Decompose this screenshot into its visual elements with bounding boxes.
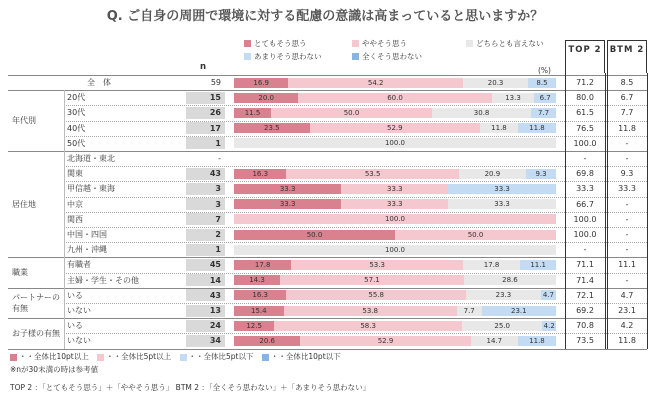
- legend-label-3: どちらとも言えない: [476, 39, 544, 48]
- legend-swatch-4: [244, 53, 251, 60]
- stacked-bar: [234, 321, 556, 331]
- legend-item-3: [466, 38, 544, 49]
- row-divider: [64, 242, 647, 243]
- bar-segment: 7.7: [457, 306, 482, 316]
- bar-segment: 20.3: [463, 78, 528, 88]
- stacked-bar: [234, 336, 556, 346]
- n-value: 13: [186, 305, 225, 317]
- btm2-value: -: [625, 245, 629, 255]
- n-value: 1: [186, 137, 225, 149]
- bar-segment: 13.3: [492, 93, 535, 103]
- top2-value: -: [583, 245, 587, 255]
- btm2-value: 4.2: [620, 321, 634, 331]
- top2-value: 69.2: [576, 306, 594, 316]
- bar-segment: 23.3: [466, 290, 541, 300]
- bar-segment: 33.3: [448, 199, 555, 209]
- legend-item-2: [352, 38, 407, 49]
- footnote-legend: [10, 351, 341, 362]
- bar-segment: 53.5: [286, 169, 458, 179]
- btm2-value: 11.8: [618, 336, 636, 346]
- row-label: 中京: [67, 199, 83, 209]
- top2-value: 69.8: [576, 169, 594, 179]
- n-value: 26: [186, 107, 225, 119]
- row-label: いない: [67, 336, 91, 346]
- row-label: 関東: [67, 169, 83, 179]
- legend-label-5: 全くそう思わない: [362, 52, 422, 61]
- top2-value: -: [583, 154, 587, 164]
- bar-segment: 50.0: [271, 108, 432, 118]
- stacked-bar: [234, 78, 556, 88]
- table-bottom-border: [8, 349, 647, 350]
- bar-segment: 17.8: [234, 260, 291, 270]
- top2-value: 33.3: [576, 184, 594, 194]
- stacked-bar: [234, 275, 556, 285]
- group-label: 年代別: [12, 116, 36, 126]
- bar-segment: 33.3: [341, 184, 448, 194]
- bar-segment: 33.3: [234, 184, 341, 194]
- stacked-bar: [234, 214, 556, 224]
- bar-segment: 33.3: [341, 199, 448, 209]
- top2-value: 80.0: [576, 93, 594, 103]
- row-label: 50代: [67, 138, 86, 148]
- footnote-marker-3: [180, 354, 187, 361]
- legend-swatch-1: [244, 40, 251, 47]
- top2-value: 61.5: [576, 108, 594, 118]
- bar-segment: 11.8: [518, 123, 556, 133]
- top2-value: 71.4: [576, 275, 594, 285]
- stacked-bar: [234, 184, 556, 194]
- stacked-bar: [234, 169, 556, 179]
- bar-segment: 11.8: [480, 123, 518, 133]
- btm2-value: 7.7: [620, 108, 634, 118]
- stacked-bar: [234, 290, 556, 300]
- btm2-value: -: [625, 138, 629, 148]
- stacked-bar: [234, 123, 556, 133]
- row-divider: [64, 212, 647, 213]
- group-label: 全 体: [87, 78, 111, 88]
- legend-label-1: とてもそう思う: [254, 39, 307, 48]
- n-value: 43: [186, 168, 225, 180]
- row-label: 関西: [67, 214, 83, 224]
- bar-segment: 28.6: [464, 275, 556, 285]
- bar-segment: 50.0: [395, 230, 556, 240]
- row-label: 主婦・学生・その他: [67, 275, 139, 285]
- bar-segment: 58.3: [274, 321, 462, 331]
- legend-label-2: ややそう思う: [362, 39, 407, 48]
- top2-value: 71.1: [576, 260, 594, 270]
- btm2-value: 9.3: [620, 169, 634, 179]
- row-label: 40代: [67, 123, 86, 133]
- footnote-marker-4: [262, 354, 269, 361]
- btm2-value: 11.8: [618, 123, 636, 133]
- n-value: 3: [186, 198, 225, 210]
- row-label: 九州・沖縄: [67, 245, 107, 255]
- bar-segment: 6.7: [534, 93, 556, 103]
- bar-segment: 4.7: [542, 291, 555, 300]
- top2-value: 66.7: [576, 199, 594, 209]
- legend-item-5: [352, 51, 422, 62]
- group-label: 居住地: [12, 199, 36, 209]
- bar-segment: 11.5: [234, 108, 271, 118]
- btm2-value: -: [625, 199, 629, 209]
- bar-segment: 52.9: [300, 336, 470, 346]
- bar-segment: 15.4: [234, 306, 284, 316]
- legend-item-4: [244, 51, 322, 62]
- row-label: 有職者: [67, 260, 91, 270]
- n-value: 15: [186, 92, 225, 104]
- top2-value: 73.5: [576, 336, 594, 346]
- row-divider: [64, 197, 647, 198]
- n-value: 14: [186, 274, 225, 286]
- footnote-note: ※nが30未満の時は参考値: [10, 365, 99, 374]
- bar-segment: 33.3: [234, 199, 341, 209]
- group-column-border: [64, 90, 65, 348]
- row-label: いる: [67, 321, 83, 331]
- footnote-marker-1: [10, 354, 17, 361]
- bar-segment: 100.0: [234, 214, 556, 224]
- bar-segment: 11.8: [518, 336, 556, 346]
- btm2-value: 4.7: [620, 290, 634, 300]
- bar-segment: 14.7: [471, 336, 518, 346]
- stacked-bar: [234, 199, 556, 209]
- footnote-marker-2: [97, 354, 104, 361]
- bar-segment: 7.7: [531, 108, 556, 118]
- n-value: 3: [186, 183, 225, 195]
- bar-segment: 20.6: [234, 336, 300, 346]
- bar-segment: 16.3: [234, 290, 286, 300]
- top2-value: 76.5: [576, 123, 594, 133]
- stacked-bar: [234, 93, 556, 103]
- group-label: 職業: [12, 268, 28, 278]
- bar-segment: 25.0: [462, 321, 543, 331]
- btm2-value: 6.7: [620, 93, 634, 103]
- top2-value: 72.1: [576, 290, 594, 300]
- row-label: いない: [67, 306, 91, 316]
- row-divider: [64, 136, 647, 137]
- row-divider: [64, 105, 647, 106]
- group-divider: [8, 75, 647, 76]
- bar-segment: 53.8: [284, 306, 457, 316]
- legend-item-1: [244, 38, 307, 49]
- row-label: 20代: [67, 93, 86, 103]
- stacked-bar: [234, 306, 556, 316]
- n-value: 34: [186, 335, 225, 347]
- top2-value: 100.0: [573, 138, 597, 148]
- row-divider: [64, 121, 647, 122]
- group-label: お子様の有無: [12, 328, 60, 338]
- btm2-value: 8.5: [620, 78, 634, 88]
- footnote-2: ・・全体比5pt以上: [106, 352, 172, 361]
- percent-unit: (%): [538, 66, 551, 75]
- btm2-value: 11.1: [618, 260, 636, 270]
- stacked-bar: [234, 260, 556, 270]
- btm2-header-text: BTM 2: [609, 45, 645, 55]
- top2-value: 71.2: [576, 78, 594, 88]
- legend-swatch-2: [352, 40, 359, 47]
- bar-segment: 53.3: [291, 260, 463, 270]
- bar-segment: 11.1: [520, 260, 556, 270]
- row-label: 甲信越・東海: [67, 184, 115, 194]
- bar-segment: 30.8: [432, 108, 531, 118]
- n-value: 7: [186, 213, 225, 225]
- row-label: いる: [67, 290, 83, 300]
- bar-segment: 57.1: [280, 275, 464, 285]
- top2-value: 70.8: [576, 321, 594, 331]
- bar-segment: 60.0: [298, 93, 491, 103]
- row-divider: [64, 227, 647, 228]
- row-label: 30代: [67, 108, 86, 118]
- bar-segment: 12.5: [234, 321, 274, 331]
- top2-value: 100.0: [573, 214, 597, 224]
- n-column-header: n: [200, 62, 207, 72]
- n-value: 24: [186, 320, 225, 332]
- btm2-value: 23.1: [618, 306, 636, 316]
- n-value: 43: [186, 289, 225, 301]
- btm2-value: -: [625, 154, 629, 164]
- row-label: 北海道・東北: [67, 154, 115, 164]
- stacked-bar: [234, 230, 556, 240]
- stacked-bar: [234, 154, 556, 164]
- bar-segment: 33.3: [448, 184, 555, 194]
- row-divider: [64, 166, 647, 167]
- n-value: -: [218, 154, 221, 164]
- bar-segment: 23.5: [234, 123, 310, 133]
- bar-segment: 16.3: [234, 169, 286, 179]
- bar-segment: 54.2: [288, 78, 463, 88]
- top2-header-text: TOP 2: [568, 45, 602, 55]
- top2-right-border: [605, 73, 606, 349]
- bar-segment: 100.0: [234, 245, 556, 255]
- btm2-right-border: [647, 73, 648, 349]
- bar-segment: 20.0: [234, 93, 298, 103]
- n-value: 1: [186, 244, 225, 256]
- n-value: 45: [186, 259, 225, 271]
- stacked-bar: [234, 245, 556, 255]
- footnote-definition: TOP 2 ：「とてもそう思う」＋「ややそう思う」 BTM 2 ：「全くそう思わない」＋「あまりそう思わない」: [10, 383, 371, 392]
- btm2-left-border: [607, 73, 608, 349]
- footnote-1: ・・全体比10pt以上: [19, 352, 89, 361]
- legend-label-4: あまりそう思わない: [254, 52, 322, 61]
- bar-segment: 23.1: [482, 306, 556, 316]
- row-divider: [64, 303, 647, 304]
- row-divider: [64, 273, 647, 274]
- bar-segment: 9.3: [526, 169, 556, 179]
- top2-value: 100.0: [573, 230, 597, 240]
- group-label: パートナーの有無: [12, 292, 60, 313]
- bar-segment: 52.9: [310, 123, 480, 133]
- row-divider: [64, 181, 647, 182]
- top2-left-border: [565, 73, 566, 349]
- n-value: 59: [210, 78, 221, 88]
- stacked-bar: [234, 108, 556, 118]
- bar-segment: 4.2: [543, 321, 555, 330]
- legend-swatch-5: [352, 53, 359, 60]
- bar-segment: 16.9: [234, 78, 288, 88]
- row-divider: [64, 333, 647, 334]
- stacked-bar: [234, 138, 556, 148]
- btm2-value: -: [625, 230, 629, 240]
- bar-segment: 17.8: [463, 260, 520, 270]
- btm2-header: [607, 40, 647, 73]
- bar-segment: 14.3: [234, 275, 280, 285]
- btm2-value: -: [625, 275, 629, 285]
- top2-header: [565, 40, 605, 73]
- btm2-value: -: [625, 214, 629, 224]
- footnote-3: ・・全体比5pt以下: [188, 352, 254, 361]
- bar-segment: 20.9: [459, 169, 526, 179]
- bar-segment: 50.0: [234, 230, 395, 240]
- n-value: 2: [186, 229, 225, 241]
- bar-segment: 8.5: [528, 78, 555, 88]
- bar-segment: 55.8: [286, 290, 466, 300]
- legend-swatch-3: [466, 40, 473, 47]
- footnote-4: ・・全体比10pt以下: [270, 352, 341, 361]
- btm2-value: 33.3: [618, 184, 636, 194]
- chart-title: Q. ご自身の周囲で環境に対する配慮の意識は高まっていると思いますか？: [106, 9, 544, 24]
- row-label: 中国・四国: [67, 230, 107, 240]
- bar-segment: 100.0: [234, 138, 556, 148]
- n-value: 17: [186, 122, 225, 134]
